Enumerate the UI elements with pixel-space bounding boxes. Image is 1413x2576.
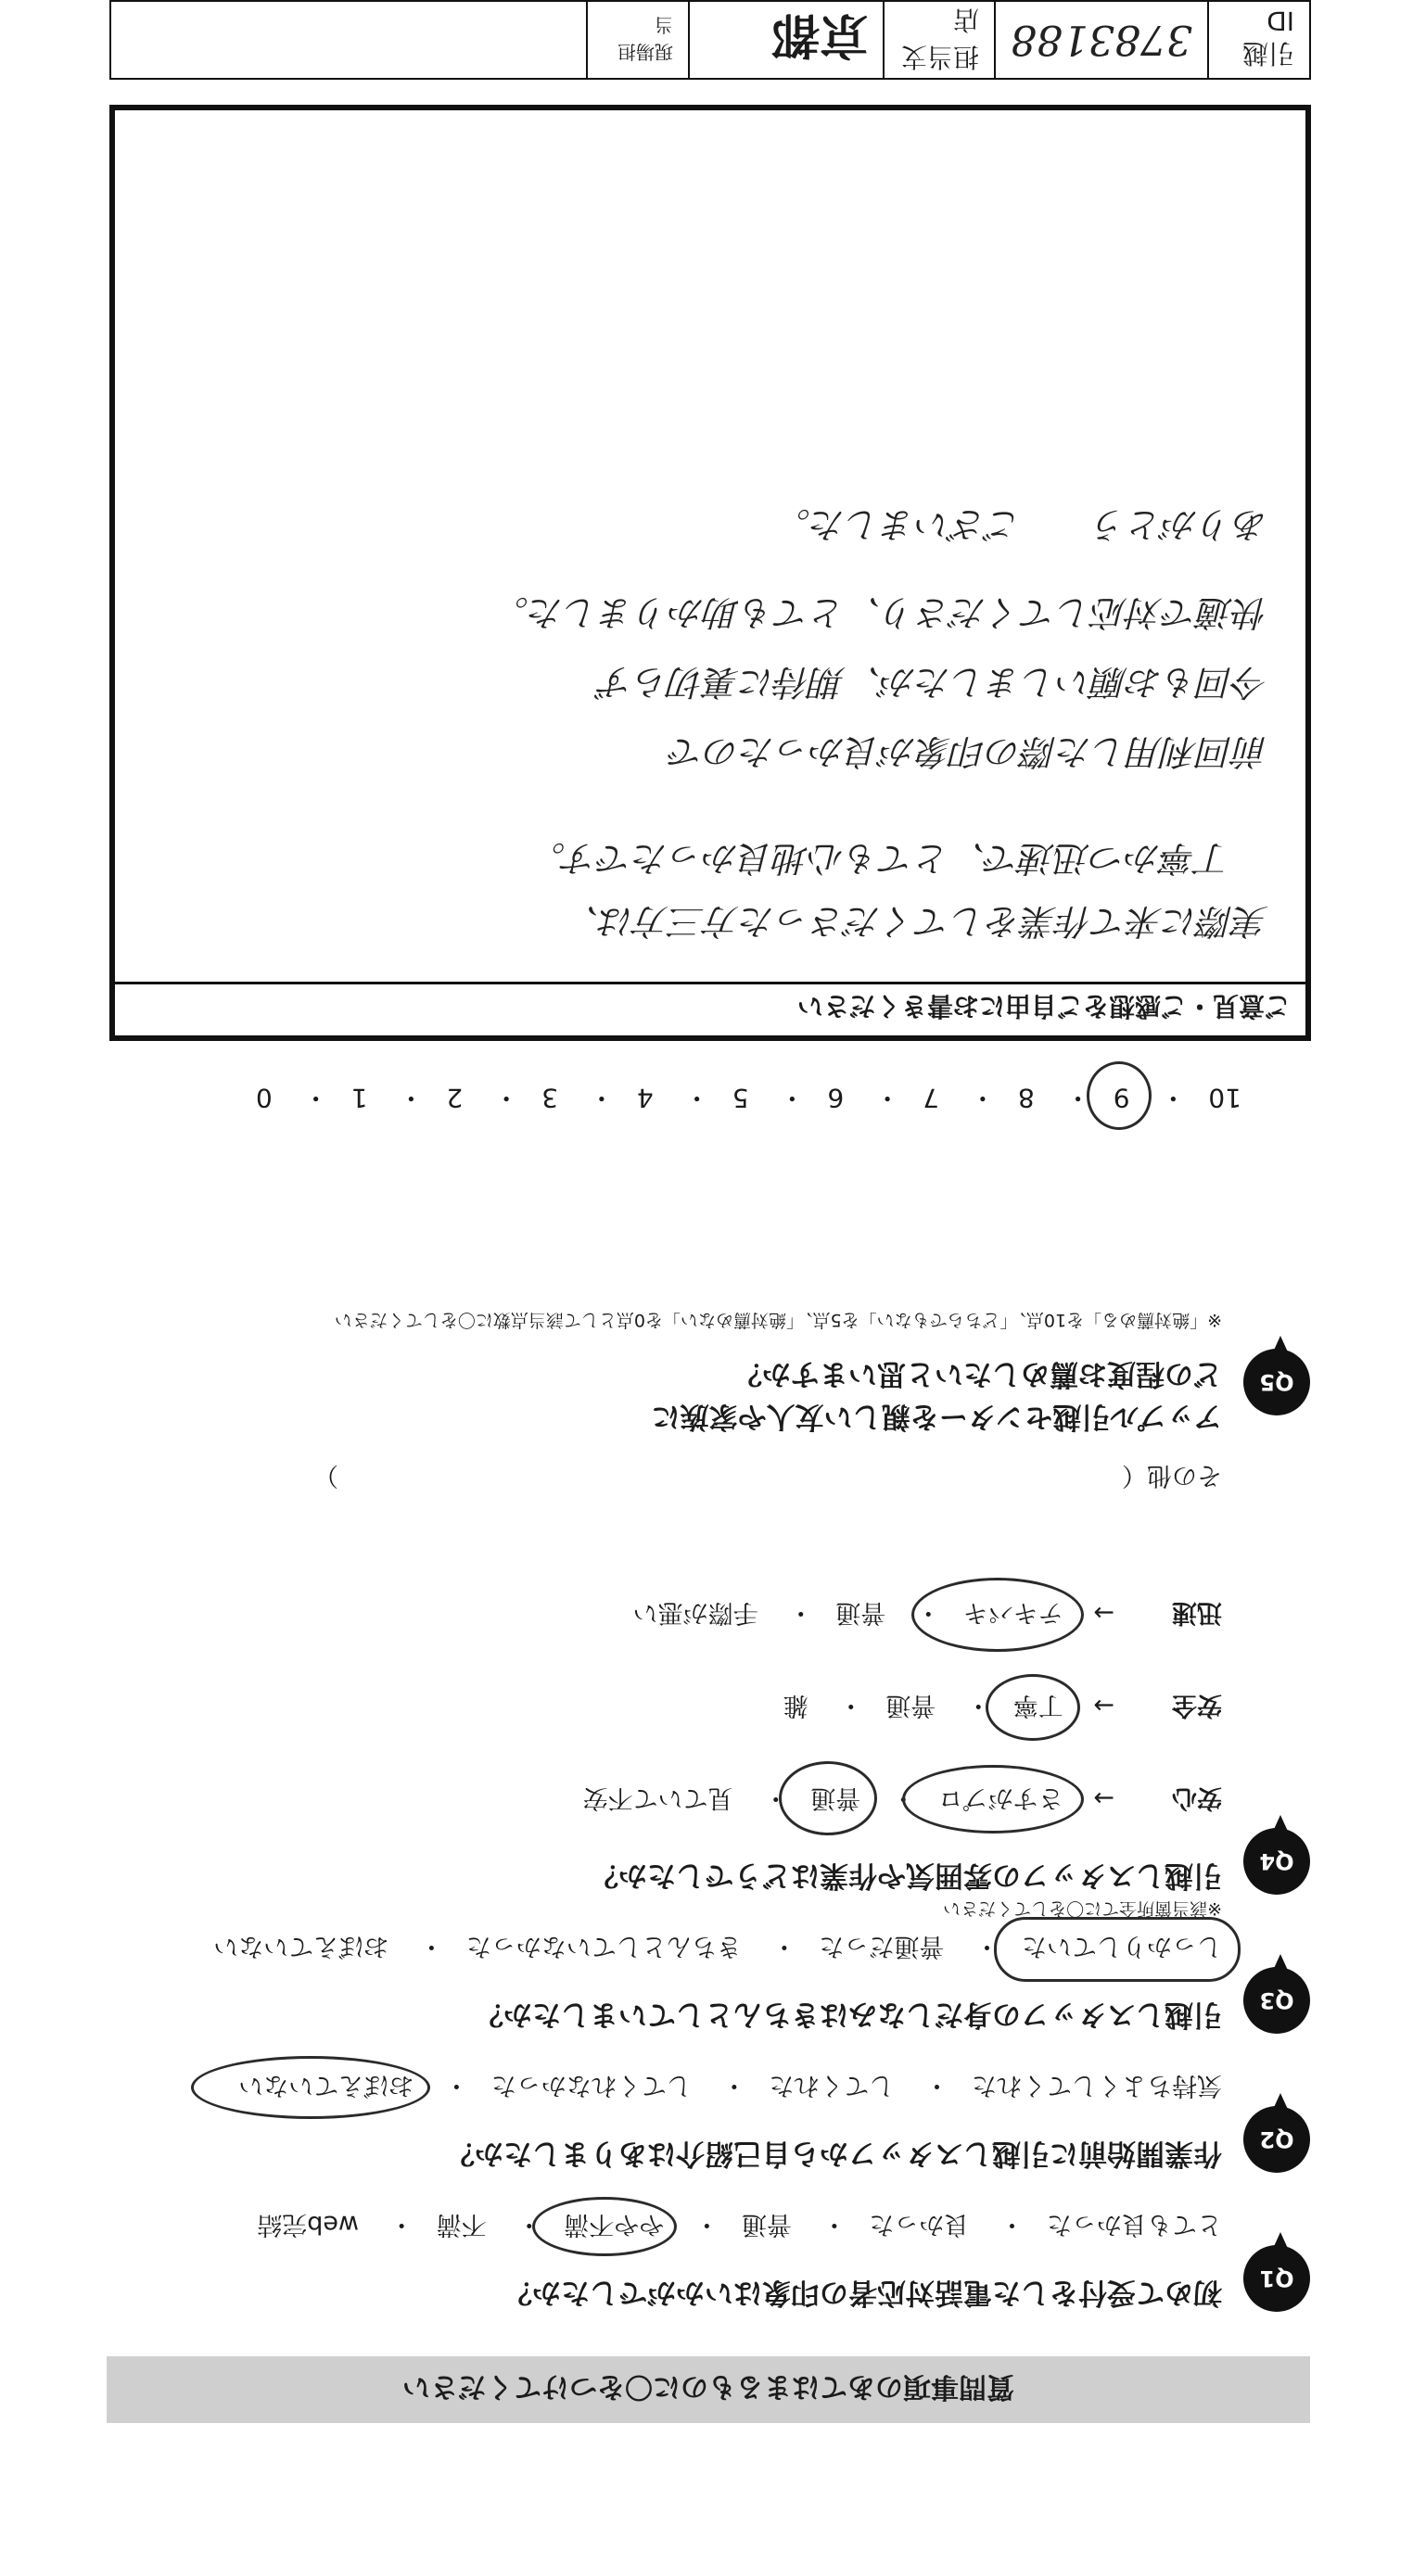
option-real-pro[interactable]: さすがプロ xyxy=(938,1783,1063,1819)
question-4-text: 引越しスタッフの雰囲気や作業はどうでしたか？ xyxy=(590,1859,1222,1892)
option-web-complete[interactable]: web完結 xyxy=(257,2210,360,2239)
q4-row-jinsoku: 迅速→ テキパキ ・ 普通・ 手際が悪い xyxy=(633,1597,1222,1633)
recommend-scale: 10・ 9 ・ 8・ 7・ 6・ 5・ 4・ 3・ 2・ 1・ 0 xyxy=(256,1081,1241,1118)
question-5 xyxy=(105,1139,1310,1436)
selected-circle-mark xyxy=(191,2056,430,2119)
question-2 xyxy=(105,2052,1310,2173)
question-1-options: とても良かった・ 良かった・ 普通・ やや不満 ・ 不満・ web完結 xyxy=(257,2209,1222,2245)
question-1 xyxy=(105,2191,1310,2312)
option-very-good[interactable]: とても良かった xyxy=(1047,2210,1222,2239)
selected-circle-mark xyxy=(902,1765,1084,1834)
score-9[interactable]: 9 xyxy=(1114,1083,1130,1113)
move-id-value: 3783188 xyxy=(994,2,1207,78)
option-average[interactable]: 普通だった xyxy=(819,1932,945,1961)
option-efficient[interactable]: テキパキ xyxy=(963,1597,1063,1633)
option-rough[interactable]: 雑 xyxy=(783,1691,808,1719)
branch-label: 担当支店 xyxy=(883,2,994,78)
option-dissatisfied[interactable]: 不満 xyxy=(436,2210,487,2239)
option-not-neat[interactable]: きちんとしていなかった xyxy=(465,1932,742,1961)
option-normal[interactable]: 普通 xyxy=(835,1598,886,1627)
option-dont-remember[interactable]: おぼえていない xyxy=(213,1932,389,1961)
selected-circle-mark xyxy=(779,1761,877,1835)
selected-circle-mark xyxy=(1087,1061,1152,1130)
branch-stamp: 京都 xyxy=(688,2,883,78)
option-normal[interactable]: 普通 xyxy=(810,1783,860,1819)
selected-circle-mark xyxy=(994,1917,1241,1982)
comment-box[interactable] xyxy=(109,105,1311,1041)
question-3-options: しっかりしていた ・ 普通だった・ きちんとしていなかった・ おぼえていない xyxy=(213,1931,1222,1967)
question-5-badge: Q5 xyxy=(1243,1349,1310,1415)
score-5[interactable]: 5 xyxy=(732,1083,749,1113)
selected-circle-mark xyxy=(532,2197,677,2256)
question-2-badge: Q2 xyxy=(1243,2106,1310,2173)
option-did-pleasantly[interactable]: 気持ちよくしてくれた xyxy=(972,2071,1222,2100)
question-5-text-line-1: アップル引越センターを親しい友人や家族に xyxy=(651,1400,1222,1433)
selected-circle-mark xyxy=(911,1578,1084,1652)
score-4[interactable]: 4 xyxy=(636,1083,654,1113)
option-good[interactable]: 良かった xyxy=(869,2210,970,2239)
question-1-badge: Q1 xyxy=(1243,2245,1310,2312)
question-3-badge: Q3 xyxy=(1243,1967,1310,2034)
comment-line-4: 今回もお願いしましたが、期待に裏切らず xyxy=(598,662,1268,703)
comment-line-1: 実際に来て作業をしてくださった方三方は、 xyxy=(563,901,1268,942)
survey-instruction-header: 質問事項のあてはまるものに〇をつけてください xyxy=(107,2356,1310,2423)
option-dont-remember[interactable]: おぼえていない xyxy=(238,2070,414,2106)
option-well-groomed[interactable]: しっかりしていた xyxy=(1022,1931,1222,1967)
score-1[interactable]: 1 xyxy=(350,1083,368,1113)
score-0[interactable]: 0 xyxy=(255,1083,273,1113)
comment-line-2: 丁寧かつ迅速で、とても心地良かったです。 xyxy=(529,838,1231,879)
option-did[interactable]: してくれた xyxy=(769,2071,895,2100)
question-4-badge: Q4 xyxy=(1243,1828,1310,1895)
question-1-text: 初めて受付をした電話対応者の印象はいかがでしたか？ xyxy=(503,2276,1222,2309)
score-10[interactable]: 10 xyxy=(1208,1083,1241,1113)
option-did-not[interactable]: してくれなかった xyxy=(490,2071,692,2100)
q4-other: その他（ ） xyxy=(313,1461,1222,1490)
score-8[interactable]: 8 xyxy=(1017,1083,1035,1113)
question-3-text: 引越しスタッフの身だしなみはきちんとしていましたか？ xyxy=(475,1998,1222,2031)
option-normal[interactable]: 普通 xyxy=(885,1691,936,1719)
score-6[interactable]: 6 xyxy=(827,1083,845,1113)
option-careful[interactable]: 丁寧 xyxy=(1013,1690,1063,1726)
q4-row-anzen: 安全→ 丁寧 ・ 普通・ 雑 xyxy=(783,1690,1222,1726)
question-2-text: 作業開始前に引越しスタッフから自己紹介はありましたか？ xyxy=(446,2137,1222,2170)
q4-row-anshin: 安心→ さすがプロ ・ 普通 ・ 見ていて不安 xyxy=(583,1783,1222,1819)
option-somewhat-dissatisfied[interactable]: やや不満 xyxy=(564,2209,664,2245)
score-3[interactable]: 3 xyxy=(541,1083,558,1113)
question-3 xyxy=(105,1913,1310,2034)
question-4-note: ※該当箇所全てに〇をしてください xyxy=(943,1898,1222,1919)
comment-line-6: ありがとう ございました。 xyxy=(774,504,1268,545)
comment-line-3: 前回利用した際の印象が良かったので xyxy=(668,731,1268,772)
option-clumsy[interactable]: 手際が悪い xyxy=(632,1598,758,1627)
question-2-options: 気持ちよくしてくれた・ してくれた・ してくれなかった・ おぼえていない xyxy=(238,2070,1222,2106)
id-bar xyxy=(109,0,1311,80)
comment-header: ご意見・ご感想をご自由にお書きください xyxy=(115,982,1305,1035)
lead-label: 現場担当 xyxy=(586,2,688,78)
move-id-label: 引越ID xyxy=(1207,2,1309,78)
question-4 xyxy=(105,1589,1310,1919)
score-2[interactable]: 2 xyxy=(446,1083,464,1113)
lead-value-empty xyxy=(111,2,586,78)
option-worrying[interactable]: 見ていて不安 xyxy=(582,1783,733,1812)
question-5-text-line-2: どの程度お薦めしたいと思いますか？ xyxy=(733,1357,1222,1390)
score-7[interactable]: 7 xyxy=(923,1083,939,1113)
selected-circle-mark xyxy=(986,1674,1080,1741)
question-5-note: ※「絶対薦める」を10点、「どちらでもない」を5点、「絶対薦めない」を0点として該当点数に〇をしてください xyxy=(334,1310,1222,1330)
comment-line-5: 快適で対応してくださり、とても助かりました。 xyxy=(492,592,1268,633)
option-normal[interactable]: 普通 xyxy=(741,2210,792,2239)
